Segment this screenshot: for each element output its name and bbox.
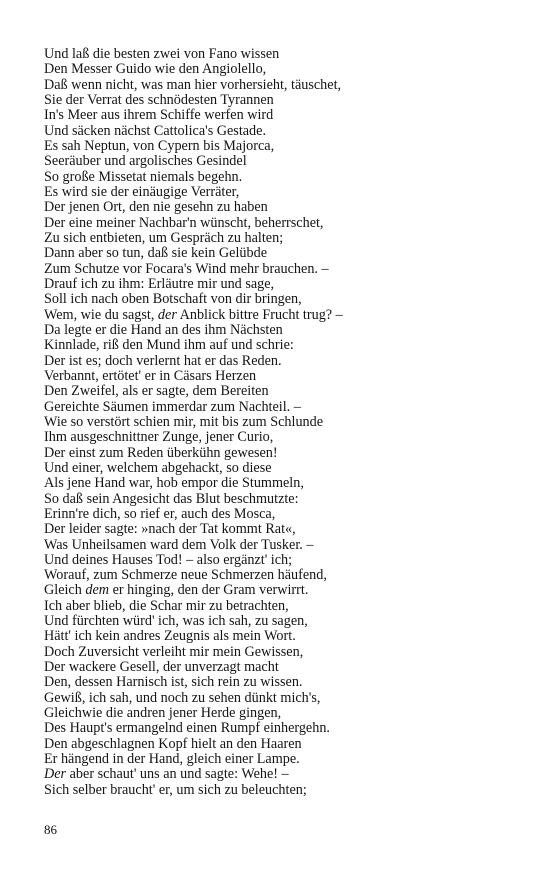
verse-segment: Den Messer Guido wie den Angiolello,	[44, 61, 267, 78]
verse-line	[44, 231, 524, 246]
verse-segment: Es sah Neptun, von Cypern bis Majorca,	[44, 137, 275, 154]
verse-line	[44, 308, 524, 323]
verse-segment: Anblick bittre Frucht trug? –	[176, 306, 343, 323]
verse-segment: Doch Zuversicht verleiht mir mein Gewissen,	[44, 643, 304, 660]
verse-emphasis: Der	[44, 766, 67, 783]
verse-line	[44, 139, 524, 154]
verse-segment: Wem, wie du sagst,	[44, 306, 158, 323]
page-number: 86	[44, 822, 57, 837]
verse-line	[44, 737, 524, 752]
verse-segment: Er hängend in der Hand, gleich einer Lampe.	[44, 751, 300, 768]
verse-segment: Der einst zum Reden überkühn gewesen!	[44, 444, 278, 461]
verse-line	[44, 170, 524, 185]
verse-emphasis: der	[157, 306, 177, 323]
verse-line	[44, 522, 524, 537]
verse-line	[44, 492, 524, 507]
verse-segment: So daß sein Angesicht das Blut beschmutzte:	[44, 490, 299, 507]
verse-line	[44, 93, 524, 108]
verse-segment: Gleich	[44, 582, 86, 599]
verse-segment: Des Haupt's ermangelnd einen Rumpf einhergehn.	[44, 720, 330, 737]
verse-segment: Daß wenn nicht, was man hier vorhersieht, täuschet,	[44, 76, 342, 93]
verse-line	[44, 767, 524, 782]
verse-line	[44, 154, 524, 169]
verse-line	[44, 277, 524, 292]
verse-segment: Da legte er die Hand an des ihm Nächsten	[44, 321, 283, 338]
verse-segment: Soll ich nach oben Botschaft von dir bringen,	[44, 291, 302, 308]
verse-segment: Dann aber so tun, daß sie kein Gelübde	[44, 245, 267, 262]
verse-line	[44, 675, 524, 690]
verse-line	[44, 415, 524, 430]
verse-text	[44, 47, 524, 798]
verse-line	[44, 629, 524, 644]
verse-segment: Als jene Hand war, hob empor die Stummeln,	[44, 475, 304, 492]
verse-segment: Der ist es; doch verlernt hat er das Reden.	[44, 352, 282, 369]
verse-segment: Ihm ausgeschnittner Zunge, jener Curio,	[44, 429, 274, 446]
verse-segment: Seeräuber und argolisches Gesindel	[44, 153, 247, 170]
verse-segment: er hinging, den der Gram verwirrt.	[109, 582, 309, 599]
verse-line	[44, 292, 524, 307]
verse-line	[44, 216, 524, 231]
verse-segment: Den abgeschlagnen Kopf hielt an den Haaren	[44, 735, 302, 752]
verse-line	[44, 645, 524, 660]
verse-segment: Es wird sie der einäugige Verräter,	[44, 183, 240, 200]
verse-line	[44, 108, 524, 123]
verse-line	[44, 706, 524, 721]
verse-segment: Wie so verstört schien mir, mit bis zum Schlunde	[44, 413, 324, 430]
verse-line	[44, 783, 524, 798]
verse-segment: Sie der Verrat des schnödesten Tyrannen	[44, 91, 274, 108]
verse-line	[44, 583, 524, 598]
verse-segment: Der wackere Gesell, der unverzagt macht	[44, 659, 279, 676]
verse-segment: Drauf ich zu ihm: Erläutre mir und sage,	[44, 275, 275, 292]
verse-segment: Zu sich entbieten, um Gespräch zu halten;	[44, 229, 284, 246]
verse-segment: Hätt' ich kein andres Zeugnis als mein Wort.	[44, 628, 296, 645]
verse-line	[44, 721, 524, 736]
verse-line	[44, 752, 524, 767]
verse-line	[44, 47, 524, 62]
verse-segment: Erinn're dich, so rief er, auch des Mosca,	[44, 505, 276, 522]
verse-line	[44, 369, 524, 384]
verse-segment: Der jenen Ort, den nie gesehn zu haben	[44, 199, 268, 216]
verse-line	[44, 507, 524, 522]
verse-line	[44, 400, 524, 415]
verse-line	[44, 124, 524, 139]
verse-segment: Und säcken nächst Cattolica's Gestade.	[44, 122, 266, 139]
verse-segment: Ich aber blieb, die Schar mir zu betrachten,	[44, 597, 289, 614]
verse-emphasis: dem	[85, 582, 110, 599]
verse-segment: Gewiß, ich sah, und noch zu sehen dünkt mich's,	[44, 689, 321, 706]
verse-segment: aber schaut' uns an und sagte: Wehe! –	[66, 766, 289, 783]
verse-segment: Verbannt, ertötet' er in Cäsars Herzen	[44, 367, 257, 384]
verse-line	[44, 614, 524, 629]
verse-line	[44, 476, 524, 491]
verse-line	[44, 599, 524, 614]
verse-line	[44, 185, 524, 200]
verse-line	[44, 384, 524, 399]
verse-segment: Den Zweifel, als er sagte, dem Bereiten	[44, 383, 269, 400]
verse-line	[44, 538, 524, 553]
verse-segment: Der eine meiner Nachbar'n wünscht, beherrschet,	[44, 214, 324, 231]
verse-line	[44, 461, 524, 476]
verse-segment: Gleichwie die andren jener Herde gingen,	[44, 705, 282, 722]
verse-line	[44, 660, 524, 675]
verse-line	[44, 430, 524, 445]
verse-line	[44, 62, 524, 77]
verse-line	[44, 262, 524, 277]
verse-segment: Was Unheilsamen ward dem Volk der Tusker. –	[44, 536, 314, 553]
verse-line	[44, 568, 524, 583]
verse-line	[44, 446, 524, 461]
verse-line	[44, 691, 524, 706]
verse-segment: Kinnlade, riß den Mund ihm auf und schrie:	[44, 337, 294, 354]
verse-segment: In's Meer aus ihrem Schiffe werfen wird	[44, 107, 274, 124]
verse-segment: Zum Schutze vor Focara's Wind mehr brauchen. –	[44, 260, 329, 277]
verse-line	[44, 200, 524, 215]
verse-line	[44, 338, 524, 353]
verse-segment: Und laß die besten zwei von Fano wissen	[44, 46, 280, 62]
verse-line	[44, 323, 524, 338]
verse-segment: So große Missetat niemals begehn.	[44, 168, 243, 185]
verse-line	[44, 246, 524, 261]
verse-line	[44, 78, 524, 93]
verse-segment: Und einer, welchem abgehackt, so diese	[44, 459, 272, 476]
verse-segment: Worauf, zum Schmerze neue Schmerzen häufend,	[44, 567, 327, 584]
verse-segment: Sich selber braucht' er, um sich zu beleuchten;	[44, 781, 307, 798]
verse-segment: Gereichte Säumen immerdar zum Nachteil. –	[44, 398, 301, 415]
verse-line	[44, 553, 524, 568]
verse-line	[44, 354, 524, 369]
verse-segment: Und fürchten würd' ich, was ich sah, zu sagen,	[44, 613, 308, 630]
verse-segment: Den, dessen Harnisch ist, sich rein zu wissen.	[44, 674, 303, 691]
verse-segment: Und deines Hauses Tod! – also ergänzt' ich;	[44, 551, 293, 568]
verse-segment: Der leider sagte: »nach der Tat kommt Rat«,	[44, 521, 296, 538]
